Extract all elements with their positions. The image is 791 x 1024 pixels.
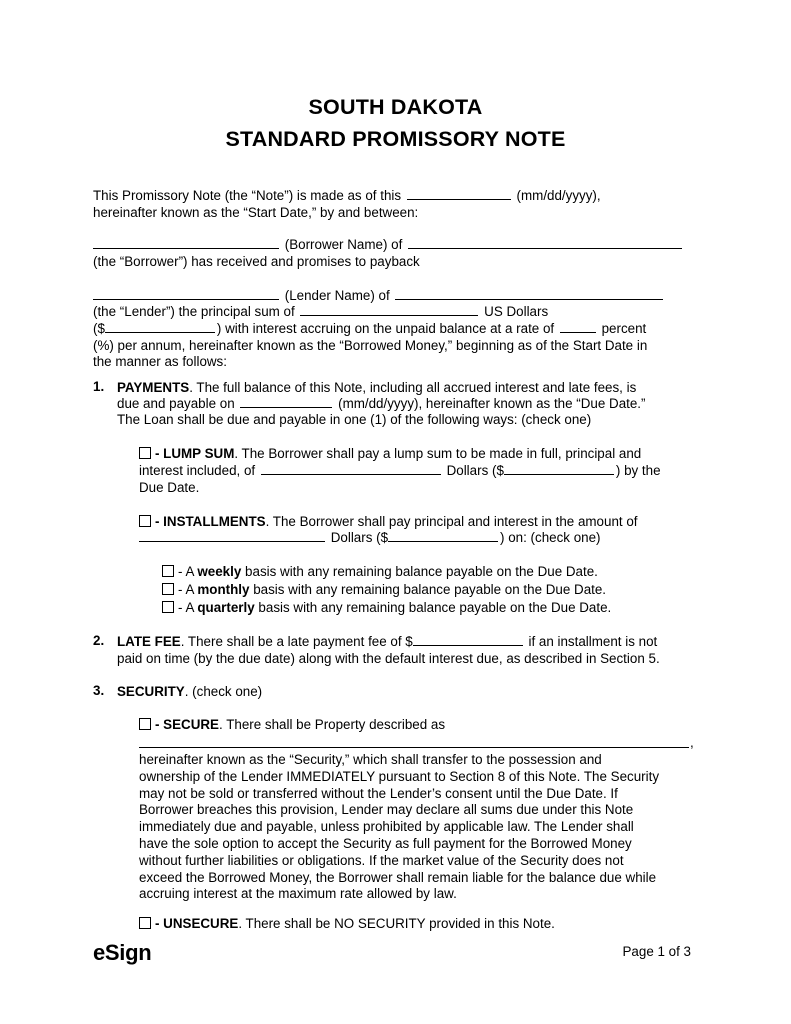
intro-text: This Promissory Note (the “Note”) is made as of this — [93, 188, 402, 203]
section-3-text: . (check one) — [184, 684, 263, 699]
principal-sum-field[interactable] — [300, 303, 478, 316]
due-date-format: (mm/dd/yyyy), hereinafter known as the “Due Date.” — [338, 396, 646, 411]
security-paragraph-line: exceed the Borrowed Money, the Borrower shall remain liable for the balance due while — [139, 869, 657, 885]
page-number: Page 1 of 3 — [622, 944, 691, 959]
interest-rate-label: ) with interest accruing on the unpaid balance at a rate of — [216, 321, 555, 336]
security-paragraph-line: Borrower breaches this provision, Lender may declare all sums due under this Note — [139, 802, 634, 818]
document-title-line-2: STANDARD PROMISSORY NOTE — [225, 127, 566, 151]
secure-heading: - SECURE — [155, 717, 219, 732]
security-paragraph-line: hereinafter known as the “Security,” which shall transfer to the possession and — [139, 752, 602, 767]
borrower-line-1 — [93, 236, 684, 253]
weekly-checkbox[interactable] — [162, 565, 174, 577]
lender-line-5: the manner as follows: — [93, 354, 227, 369]
unsecure-line — [139, 915, 555, 932]
section-3-number: 3. — [93, 683, 105, 698]
installments-heading: - INSTALLMENTS — [155, 514, 266, 529]
unsecure-text: . There shall be NO SECURITY provided in this Note. — [238, 916, 555, 931]
late-fee-label: . There shall be a late payment fee of $ — [180, 634, 413, 649]
secure-text: . There shall be Property described as — [219, 717, 446, 732]
lender-line-2 — [93, 303, 548, 320]
security-paragraph-line: have the sole option to accept the Security as full payment for the Borrowed Money — [139, 836, 632, 851]
section-1-text: . The full balance of this Note, including all accrued interest and late fees, is — [189, 380, 637, 395]
lump-sum-line-2 — [139, 462, 661, 479]
quarterly-label: quarterly — [197, 600, 255, 615]
security-comma: , — [690, 735, 694, 750]
esign-logo: eSign — [93, 940, 152, 965]
lump-sum-line-3: Due Date. — [139, 480, 200, 495]
due-date-label: due and payable on — [117, 396, 235, 411]
installment-words-field[interactable] — [139, 529, 325, 542]
section-2-line-1 — [117, 633, 657, 650]
monthly-option — [162, 581, 606, 598]
borrower-address-field[interactable] — [408, 236, 682, 249]
lump-sum-line-1 — [139, 445, 641, 462]
borrower-name-label: (Borrower Name) of — [284, 237, 403, 252]
principal-sum-label: (the “Lender”) the principal sum of — [93, 304, 295, 319]
intro-line-1 — [93, 187, 601, 204]
security-paragraph-line: may not be sold or transferred without the Lender’s consent until the Due Date. If — [139, 785, 618, 801]
late-fee-text: if an installment is not — [528, 634, 658, 649]
lender-name-label: (Lender Name) of — [284, 288, 390, 303]
borrower-line-2: (the “Borrower”) has received and promises to payback — [93, 254, 420, 269]
security-paragraph-line: immediately due and payable, unless prohibited by applicable law. The Lender shall — [139, 819, 634, 835]
section-3-line-1 — [117, 683, 262, 700]
weekly-text: basis with any remaining balance payable on the Due Date. — [245, 564, 598, 579]
security-paragraph-line: without further liabilities or obligations. If the market value of the Security does not — [139, 852, 624, 868]
interest-rate-field[interactable] — [560, 320, 596, 333]
principal-amount-field[interactable] — [105, 320, 215, 333]
lump-sum-amount-label: interest included, of — [139, 463, 256, 478]
by-the-label: ) by the — [615, 463, 661, 478]
section-1-line-3: The Loan shall be due and payable in one (1) of the following ways: (check one) — [117, 412, 592, 427]
unsecure-checkbox[interactable] — [139, 917, 151, 929]
installments-line-2 — [139, 529, 601, 546]
section-3-heading: SECURITY — [117, 684, 185, 699]
dollar-sign: ($ — [93, 321, 105, 336]
quarterly-text: basis with any remaining balance payable on the Due Date. — [258, 600, 612, 615]
due-date-field[interactable] — [240, 395, 332, 408]
date-format-text: (mm/dd/yyyy), — [516, 188, 601, 203]
lender-line-3 — [93, 320, 646, 337]
lump-sum-words-field[interactable] — [261, 462, 441, 475]
section-1-heading: PAYMENTS — [117, 380, 190, 395]
weekly-option — [162, 563, 598, 580]
lender-line-1 — [93, 287, 665, 304]
security-paragraph-line: accruing interest at the maximum rate allowed by law. — [139, 886, 457, 902]
intro-line-2: hereinafter known as the “Start Date,” by and between: — [93, 205, 419, 220]
lender-address-field[interactable] — [395, 287, 663, 300]
weekly-label: weekly — [197, 564, 242, 579]
lender-line-4: (%) per annum, hereinafter known as the “Borrowed Money,” beginning as of the Start Date in — [93, 338, 648, 353]
installments-text: . The Borrower shall pay principal and interest in the amount of — [265, 514, 638, 529]
secure-checkbox[interactable] — [139, 718, 151, 730]
installment-amount-field[interactable] — [388, 529, 498, 542]
secure-line — [139, 716, 445, 733]
lump-sum-text: . The Borrower shall pay a lump sum to be made in full, principal and — [234, 446, 642, 461]
security-paragraph-line: ownership of the Lender IMMEDIATELY pursuant to Section 8 of this Note. The Security — [139, 768, 660, 784]
document-title-line-1: SOUTH DAKOTA — [308, 95, 483, 119]
us-dollars-label: US Dollars — [484, 304, 549, 319]
quarterly-option — [162, 599, 611, 616]
monthly-label: monthly — [197, 582, 250, 597]
late-fee-field[interactable] — [413, 633, 523, 646]
lender-name-field[interactable] — [93, 287, 279, 300]
installment-on-label: ) on: (check one) — [500, 530, 601, 545]
section-1-line-1 — [117, 379, 636, 396]
unsecure-heading: - UNSECURE — [155, 916, 239, 931]
section-2-line-2: paid on time (by the due date) along with the default interest due, as described in Section 5. — [117, 651, 660, 666]
percent-label: percent — [601, 321, 647, 336]
monthly-checkbox[interactable] — [162, 583, 174, 595]
start-date-field[interactable] — [407, 187, 511, 200]
lump-sum-amount-field[interactable] — [504, 462, 614, 475]
section-2-heading: LATE FEE — [117, 634, 181, 649]
security-description-field[interactable] — [139, 747, 689, 748]
monthly-prefix: - A — [178, 582, 194, 597]
installments-line-1 — [139, 513, 638, 530]
installment-dollars-label: Dollars ($ — [330, 530, 389, 545]
section-1-line-2 — [117, 395, 645, 412]
weekly-prefix: - A — [178, 564, 194, 579]
quarterly-checkbox[interactable] — [162, 601, 174, 613]
borrower-name-field[interactable] — [93, 236, 279, 249]
lump-sum-heading: - LUMP SUM — [155, 446, 235, 461]
dollars-label: Dollars ($ — [446, 463, 504, 478]
quarterly-prefix: - A — [178, 600, 194, 615]
lump-sum-checkbox[interactable] — [139, 447, 151, 459]
section-1-number: 1. — [93, 379, 105, 394]
monthly-text: basis with any remaining balance payable on the Due Date. — [253, 582, 607, 597]
section-2-number: 2. — [93, 633, 105, 648]
installments-checkbox[interactable] — [139, 515, 151, 527]
